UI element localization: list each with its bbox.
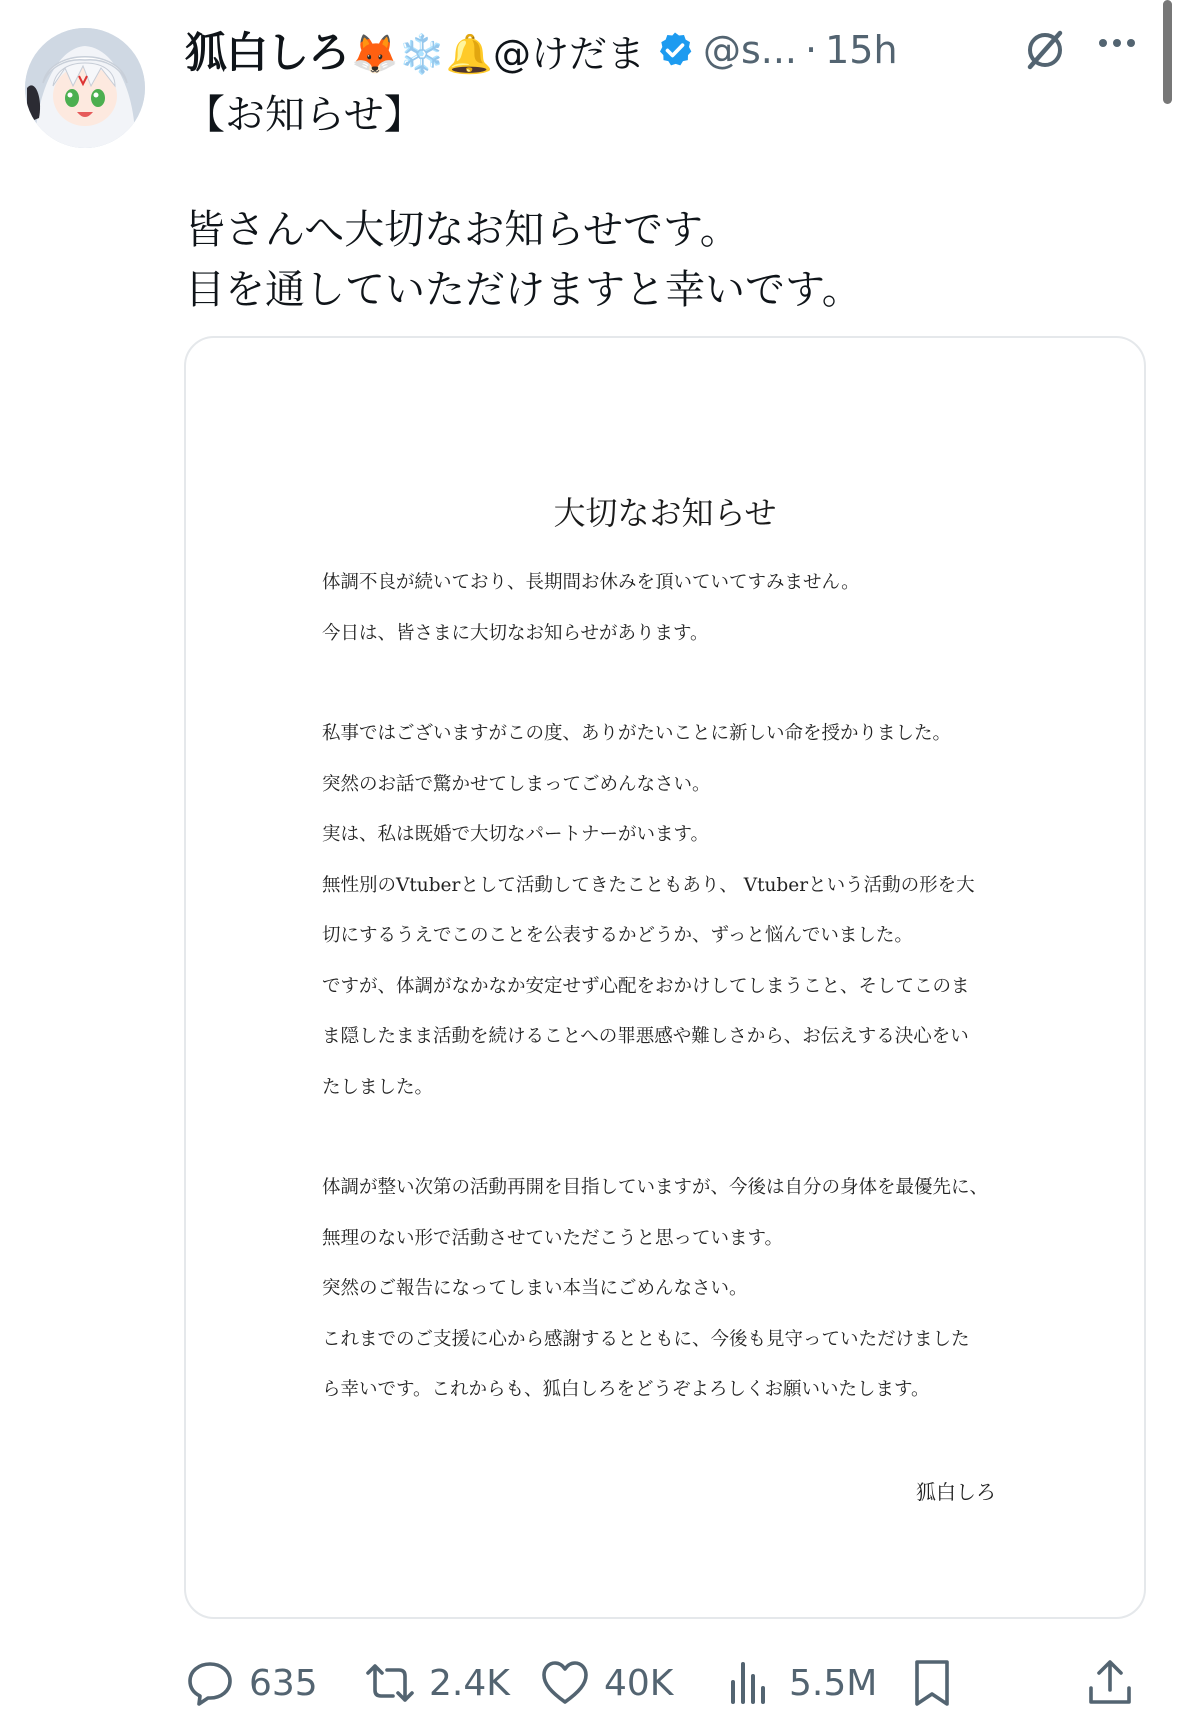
document-line: 体調が整い次第の活動再開を目指していますが、今後は自分の身体を最優先に、	[322, 1177, 989, 1198]
bookmark-icon	[907, 1658, 957, 1708]
document-line: 突然のご報告になってしまい本当にごめんなさい。	[322, 1278, 748, 1299]
document-line: 今日は、皆さまに大切なお知らせがあります。	[322, 622, 709, 644]
bookmark-button[interactable]	[907, 1648, 971, 1718]
document-line	[322, 669, 1022, 719]
share-icon	[1085, 1658, 1135, 1708]
post-text-line: 目を通していただけますと幸いです。	[185, 267, 862, 313]
share-button[interactable]	[1085, 1648, 1149, 1718]
document-line: 無性別のVtuberとして活動してきたこともあり、 Vtuberという活動の形を大	[322, 874, 975, 896]
handle[interactable]: @s...	[702, 28, 798, 72]
attached-image[interactable]	[184, 336, 1146, 1619]
document-line: 体調不良が続いており、長期間お休みを頂いていてすみません。	[322, 572, 860, 593]
like-button[interactable]	[540, 1648, 673, 1718]
separator: ·	[805, 28, 818, 72]
document-line: 私事ではございますがこの度、ありがたいことに新しい命を授かりました。	[322, 723, 952, 744]
post-text-line: 【お知らせ】	[185, 92, 424, 138]
like-count: 40K	[604, 1662, 674, 1704]
post-header	[185, 20, 1165, 80]
document-line: ま隠したまま活動を続けることへの罪悪感や難しさから、お伝えする決心をい	[322, 1026, 969, 1047]
repost-icon	[365, 1658, 415, 1708]
action-bar	[185, 1648, 1145, 1718]
like-icon	[540, 1658, 590, 1708]
document-line: ら幸いです。これからも、狐白しろをどうぞよろしくお願いいたします。	[322, 1379, 930, 1400]
reply-icon	[185, 1658, 235, 1708]
document-title: 大切なお知らせ	[553, 494, 777, 532]
document-body	[322, 568, 1022, 1426]
document-signature: 狐白しろ	[916, 1480, 996, 1504]
repost-count: 2.4K	[429, 1662, 510, 1704]
scroll-indicator[interactable]	[1163, 0, 1172, 104]
document-line: 切にするうえでこのことを公表するかどうか、ずっと悩んでいました。	[322, 925, 913, 946]
document-line: 実は、私は既婚で大切なパートナーがいます。	[322, 824, 710, 845]
post-text-line: 皆さんへ大切なお知らせです。	[185, 207, 740, 253]
post-text	[185, 85, 1135, 320]
reply-button[interactable]	[185, 1648, 318, 1718]
document-line: たしました。	[322, 1076, 434, 1098]
grok-icon[interactable]	[1020, 25, 1070, 75]
document-line: 無理のない形で活動させていただこうと思っています。	[322, 1227, 784, 1249]
post-text-blank	[185, 145, 1135, 200]
avatar[interactable]	[25, 28, 145, 148]
repost-button[interactable]	[365, 1648, 510, 1718]
verified-badge-icon	[655, 30, 695, 70]
document-line: これまでのご支援に心から感謝するとともに、今後も見守っていただけました	[322, 1328, 970, 1350]
more-icon[interactable]	[1095, 30, 1139, 74]
views-icon	[725, 1658, 775, 1708]
views-count: 5.5M	[789, 1662, 878, 1704]
name-emoji: 🦊❄️🔔@けだま	[351, 31, 645, 76]
reply-count: 635	[249, 1662, 318, 1704]
document-line: ですが、体調がなかなか安定せず心配をおかけしてしまうこと、そしてこのま	[322, 975, 970, 997]
views-button[interactable]	[725, 1648, 877, 1718]
document-line	[322, 1123, 1022, 1173]
anime-avatar-icon	[25, 28, 145, 148]
display-name[interactable]: 狐白しろ	[185, 28, 350, 77]
post-time[interactable]: 15h	[825, 28, 898, 72]
document-line: 突然のお話で驚かせてしまってごめんなさい。	[322, 773, 711, 795]
